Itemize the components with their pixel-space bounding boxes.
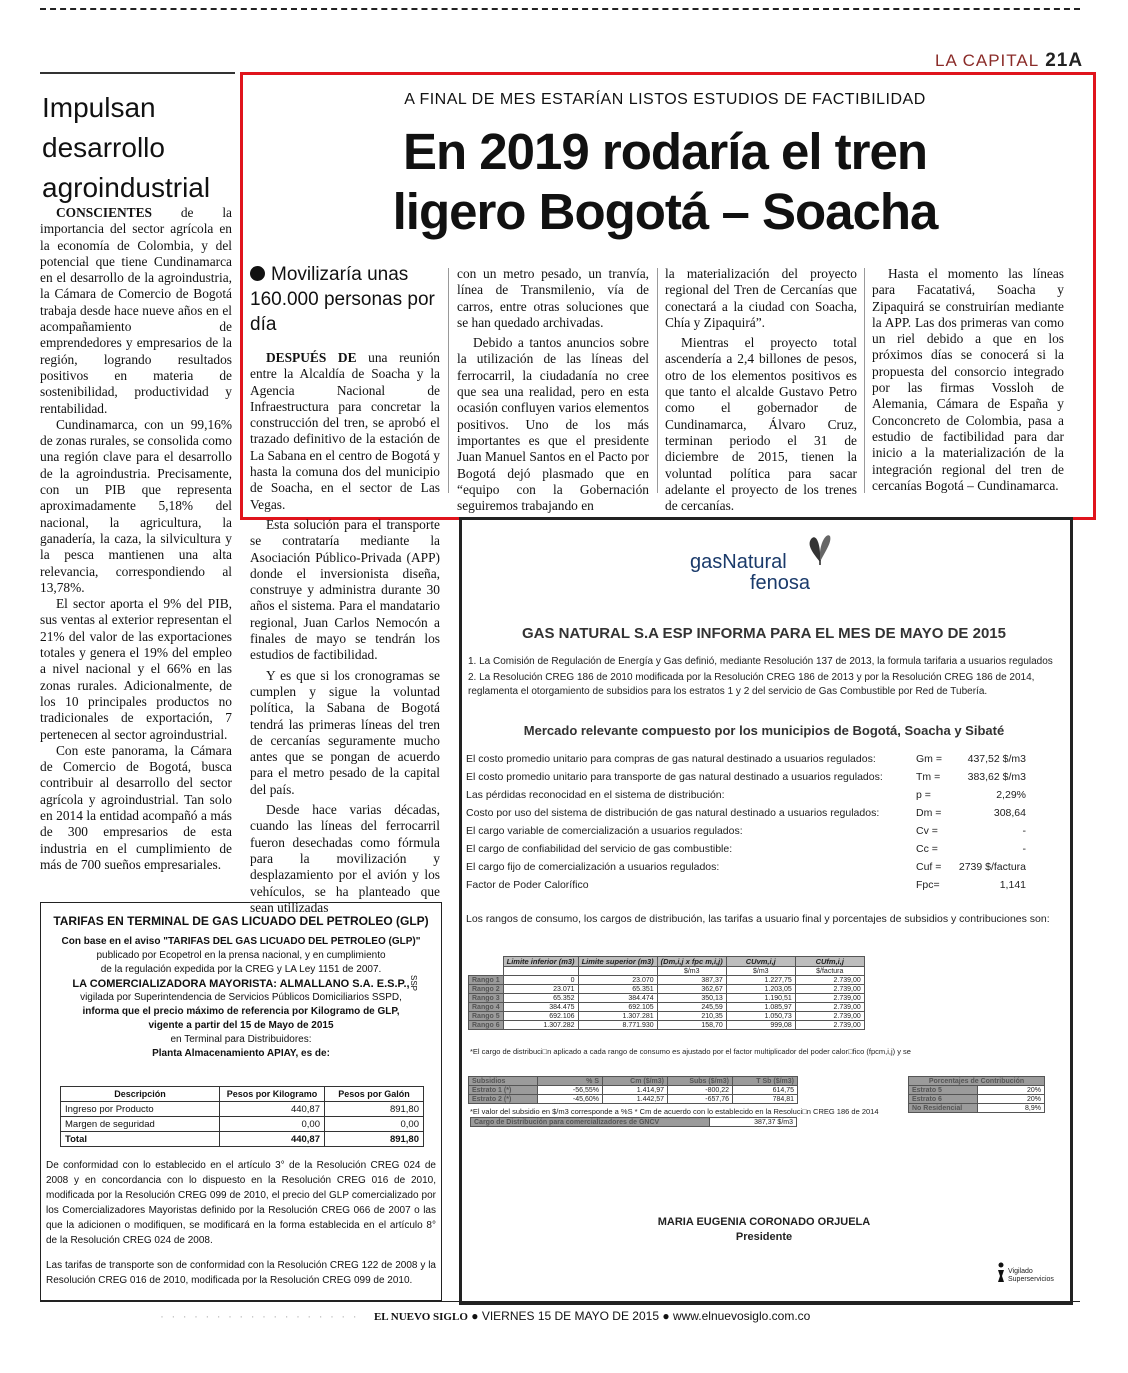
glp-intro bbox=[44, 935, 438, 1061]
range-table bbox=[468, 956, 865, 1030]
column-divider bbox=[657, 268, 658, 493]
table-row: Estrato 6 20% bbox=[909, 1095, 1045, 1104]
table-row: Rango 5 692.106 1.307.281 210,35 1.050,73 2.739,00 bbox=[469, 1012, 865, 1021]
page-footer bbox=[160, 1309, 960, 1323]
superservicios-logo-icon bbox=[996, 1262, 1006, 1284]
ranges-intro: Los rangos de consumo, los cargos de distribución, las tarifas a usuario final y porcentajes de subsidios y contribuciones son: bbox=[466, 913, 1050, 925]
intro-line: informa que el precio máximo de referencia por Kilogramo de GLP, bbox=[82, 1006, 400, 1017]
gas-natural-logo bbox=[690, 552, 810, 594]
intro-line: vigilada por Superintendencia de Servicios Públicos Domiciliarios SSPD, bbox=[80, 992, 402, 1003]
table-row: Rango 3 65.352 384.474 350,13 1.190,51 2.739,00 bbox=[469, 994, 865, 1003]
section-name: LA CAPITAL bbox=[935, 51, 1040, 70]
article-lead: DESPUÉS DE bbox=[266, 350, 357, 365]
glp-price-table bbox=[60, 1086, 424, 1147]
glp-title: TARIFAS EN TERMINAL DE GAS LICUADO DEL PETROLEO (GLP) bbox=[53, 914, 429, 928]
list-item: 1. La Comisión de Regulación de Energía y Gas definió, mediante Resolución 137 de 2013, la formula tarifaria a usuarios regulados bbox=[468, 656, 1053, 667]
footer-url[interactable]: www.elnuevosiglo.com.co bbox=[672, 1309, 811, 1323]
article-column-4 bbox=[872, 266, 1064, 494]
glp-paragraph: Las tarifas de transporte son de conformidad con la Resolución CREG 122 de 2008 y la Resolución CREG 016 de 2010, modificada por la Resolución CREG 099 de 2010. bbox=[46, 1260, 436, 1286]
logo-line: fenosa bbox=[750, 572, 811, 594]
side-paragraph: CONSCIENTES de la importancia del sector agrícola en la economía de Colombia, y del potencial que tiene Cundinamarca en el desarrollo de la agroindustria, la Cámara de Comercio de Bogotá trabaja desde hace nueve años en el acompañamiento de emprendedores y empresarios de la región, logrando resultados positivos en materia de sostenibilidad, productividad y rentabilidad. bbox=[40, 205, 232, 416]
article-paragraph: Debido a tantos anuncios sobre la utilización de las líneas del ferrocarril, la ciudadanía no cree que sea una realidad, pero en esta ocasión confluyen varios elementos positivos. Uno de los más importantes es que el presidente Juan Manuel Santos en el Pacto por Bogotá dejó plasmado que en “equipo con la Gobernación seguiremos trabajando en bbox=[457, 335, 649, 514]
article-paragraph: con un metro pesado, un tranvía, línea de Transmilenio, vía de carros, entre otras soluciones que se han quedado archivadas. bbox=[457, 266, 649, 330]
cost-row: El cargo fijo de comercialización a usuarios regulados: Cuf = 2739 $/factura bbox=[466, 861, 1026, 873]
table-row: Rango 2 23.071 65.351 362,67 1.203,05 2.739,00 bbox=[469, 985, 865, 994]
footer-dots: · · · · · · · · · · · · · · · · · · bbox=[160, 1309, 359, 1323]
table-row: Margen de seguridad 0,00 0,00 bbox=[61, 1117, 424, 1132]
vigilado-label: Vigilado Superservicios bbox=[1008, 1268, 1054, 1283]
headline-line: En 2019 rodaría el tren bbox=[402, 123, 928, 180]
table-row: Rango 6 1.307.282 8.771.930 158,70 999,08 2.739,00 bbox=[469, 1021, 865, 1030]
article-headline bbox=[240, 122, 1090, 242]
bullet-icon: ● bbox=[471, 1309, 482, 1323]
column-divider bbox=[448, 268, 449, 493]
cost-row: El cargo de confiabilidad del servicio de gas combustible: Cc = - bbox=[466, 843, 1026, 855]
table-units-row: $/m3 $/m3 $/factura bbox=[469, 967, 865, 976]
column-divider bbox=[864, 268, 865, 493]
side-paragraph: Cundinamarca, con un 99,16% de zonas rurales, se consolida como una región clave para el desarrollo de la agroindustria. Precisamente, con un PIB que representa aproximadamente 5,18% del nacional, la agricultura, la ganadería, la caza, la silvicultura y la pesca mantienen una alta relevancia, correspondiendo al 13,78%. bbox=[40, 416, 232, 595]
section-header bbox=[935, 50, 1083, 72]
ad-title: GAS NATURAL S.A ESP INFORMA PARA EL MES DE MAYO DE 2015 bbox=[522, 625, 1006, 642]
side-paragraph: El sector aporta el 9% del PIB, sus ventas al exterior representan el 21% del valor de las exportaciones totales y genera el 19% del empleo a nivel nacional y el 66% en las zonas rurales. Adicionalmente, de los 10 principales productos no tradicionales de exportación, 7 pertenecen al sector agroindustrial. bbox=[40, 596, 232, 742]
table-header-row: Descripción Pesos por Kilogramo Pesos por Galón bbox=[61, 1087, 424, 1102]
side-article-body bbox=[40, 205, 232, 873]
signature-block bbox=[462, 1215, 1066, 1245]
table-row: No Residencial 8,9% bbox=[909, 1104, 1045, 1113]
table-row: Ingreso por Producto 440,87 891,80 bbox=[61, 1102, 424, 1117]
footer-date: VIERNES 15 DE MAYO DE 2015 bbox=[481, 1309, 659, 1323]
intro-line: en Terminal para Distribuidores: bbox=[170, 1034, 312, 1045]
table-row: Rango 4 384.475 692.105 245,59 1.085,97 2.739,00 bbox=[469, 1003, 865, 1012]
signer-title: Presidente bbox=[735, 1231, 793, 1243]
left-column-rule bbox=[40, 72, 235, 74]
glp-paragraph: De conformidad con lo establecido en el artículo 3° de la Resolución CREG 024 de 2008 y en concordancia con lo dispuesto en la Resolución CREG 016 de 2010, modificada por la Resolución CREG 099 de 2010, el precio del GLP comercializado por los Comercializadores Mayoristas definido por la Resolución CREG 066 de 2007 o las que la adicionen o modifiquen, se modificará en la forma establecida en el artículo 8° de la Resolución CREG 024 de 2008. bbox=[46, 1160, 436, 1246]
intro-line: vigente a partir del 15 de Mayo de 2015 bbox=[148, 1020, 334, 1031]
article-column-2 bbox=[457, 266, 649, 514]
newspaper-name: EL NUEVO SIGLO bbox=[373, 1311, 468, 1323]
cost-row: Las pérdidas reconocidad en el sistema de distribución: p = 2,29% bbox=[466, 789, 1026, 801]
article-bullet: Movilizaría unas 160.000 personas por día bbox=[250, 264, 435, 335]
ad-numbered-list bbox=[468, 655, 1058, 701]
butterfly-icon bbox=[802, 532, 838, 568]
subsidy-table bbox=[468, 1076, 798, 1104]
headline-line: ligero Bogotá – Soacha bbox=[392, 183, 938, 240]
bullet-dot-icon bbox=[250, 266, 265, 281]
article-paragraph: Esta solución para el transporte se contrataría mediante la Asociación Público-Privada (APP) donde el inversionista diseña, construye y administra durante 30 años el sistema. Para el mandatario regional, Juan Carlos Nemocón a finales de mayo se tendrán los estudios de factibilidad. bbox=[250, 516, 440, 663]
article-paragraph: la materialización del proyecto regional del Tren de Cercanías que conectará a la ciudad con Soacha, Chía y Zipaquirá”. bbox=[665, 266, 857, 330]
signer-name: MARIA EUGENIA CORONADO ORJUELA bbox=[657, 1216, 871, 1228]
article-column-3 bbox=[665, 266, 857, 514]
table-row: Estrato 1 (*) -56,55% 1.414,97 -800,22 614,75 bbox=[469, 1086, 798, 1095]
table-row: Total 440,87 891,80 bbox=[61, 1132, 424, 1147]
gncv-charge-table bbox=[470, 1117, 797, 1127]
article-paragraph: Desde hace varias décadas, cuando las líneas del ferrocarril fueron desechadas como fórmula para la movilización y desplazamiento por el avión y los vehículos, se ha planteado que sean utilizadas bbox=[250, 802, 440, 915]
contribution-table bbox=[908, 1076, 1045, 1113]
intro-line: de la regulación expedida por la CREG y LA Ley 1151 de 2007. bbox=[100, 964, 382, 975]
cost-row: Costo por uso del sistema de distribución de gas natural destinado a usuarios regulados: Dm = 308,64 bbox=[466, 807, 1026, 819]
side-lead: CONSCIENTES bbox=[56, 205, 152, 220]
cost-list bbox=[466, 753, 1036, 897]
table-row: Cargo de Distribución para comercializadores de GNCV 387,37 $/m3 bbox=[471, 1118, 797, 1127]
ssp-stamp: SSP bbox=[409, 975, 418, 992]
bottom-rule bbox=[40, 1301, 1080, 1302]
cost-row: Factor de Poder Calorífico Fpc= 1,141 bbox=[466, 879, 1026, 891]
side-paragraph: Con este panorama, la Cámara de Comercio de Bogotá, busca contribuir al desarrollo del sector agrícola y agroindustrial. Tan solo en 2014 la entidad acompañó a más de 300 empresarios de esta industria en el cumplimiento de más de 700 sueños empresariales. bbox=[40, 742, 232, 872]
ad-subtitle: Mercado relevante compuesto por los municipios de Bogotá, Soacha y Sibaté bbox=[523, 723, 1005, 738]
page-number: 21A bbox=[1045, 50, 1084, 71]
cost-row: El cargo variable de comercialización a usuarios regulados: Cv = - bbox=[466, 825, 1026, 837]
table-row: Rango 1 0 23.070 387,37 1.227,75 2.739,00 bbox=[469, 976, 865, 985]
bullet-icon: ● bbox=[662, 1309, 673, 1323]
cost-row: El costo promedio unitario para transporte de gas natural destinado a usuarios regulados: Tm = 383,62 $/m3 bbox=[466, 771, 1026, 783]
article-paragraph: Y es que si los cronogramas se cumplen y sigue la voluntad política, la Sabana de Bogotá tendrá las primeras líneas del tren de cercanías seguramente mucho antes que se pongan de acuerdo para el metro pesado de la capital del país. bbox=[250, 667, 440, 797]
table-row: Estrato 5 20% bbox=[909, 1086, 1045, 1095]
article-paragraph: Hasta el momento las líneas para Facatativá, Soacha y Zipaquirá se construirían mediante la APP. Las dos primeras van como un riel debido a que en los próximos días se conocerá si la propuesta del consorcio integrado por las firmas Vossloh de Alemania, Cámara de España y Conconcreto de Colombia, pasa a estudio de factibilidad para dar inicio a la materialización de la integración regional del tren de cercanías Bogotá – Cundinamarca. bbox=[872, 266, 1064, 493]
article-kicker: A FINAL DE MES ESTARÍAN LISTOS ESTUDIOS DE FACTIBILIDAD bbox=[404, 91, 926, 108]
top-dashed-rule bbox=[40, 0, 1080, 10]
cost-row: El costo promedio unitario para compras de gas natural destinado a usuarios regulados: Gm = 437,52 $/m3 bbox=[466, 753, 1026, 765]
list-item: 2. La Resolución CREG 186 de 2010 modificada por la Resolución CREG 186 de 2013 y por la Resolución CREG 186 de 2014, reglamenta el otorgamiento de subsidios para los estratos 1 y 2 del servicio de Gas Combustible por Red de Tubería. bbox=[468, 672, 1035, 697]
intro-line: LA COMERCIALIZADORA MAYORISTA: ALMALLANO S.A. E.S.P., bbox=[72, 978, 410, 990]
range-table-note: *El cargo de distribuci□n aplicado a cada rango de consumo es ajustado por el factor multiplicador del poder calor□fico (fpcm,i,j) y se bbox=[470, 1047, 911, 1056]
table-header-row: Limite inferior (m3) Limite superior (m3) (Dm,i,j x fpc m,i,j) CUvm,i,j CUfm,i,j bbox=[469, 957, 865, 967]
table-header-row: Subsidios % S Cm ($/m3) Subs ($/m3) T Sb ($/m3) bbox=[469, 1077, 798, 1086]
intro-line: publicado por Ecopetrol en la prensa nacional, y en cumplimiento bbox=[96, 950, 386, 961]
subsidy-table-note: *El valor del subsidio en $/m3 corresponde a %S * Cm de acuerdo con lo establecido en la Resoluci□n CREG 186 de 2014 bbox=[470, 1107, 879, 1116]
table-header-row: Porcentajes de Contribución bbox=[909, 1077, 1045, 1086]
intro-line: Con base en el aviso "TARIFAS DEL GAS LICUADO DEL PETROLEO (GLP)" bbox=[61, 936, 421, 947]
article-paragraph: Mientras el proyecto total ascendería a 2,4 billones de pesos, otro de los elementos positivos es que tanto el alcalde Gustavo Petro como el gobernador de Cundinamarca, Álvaro Cruz, terminan periodo el 31 de diciembre de 2015, tienen la voluntad política para sacar adelante el proyecto de los trenes de cercanías. bbox=[665, 335, 857, 514]
table-row: Estrato 2 (*) -45,60% 1.442,57 -657,76 784,81 bbox=[469, 1095, 798, 1104]
intro-line: Planta Almacenamiento APIAY, es de: bbox=[152, 1048, 330, 1059]
side-article-headline: Impulsan desarrollo agroindustrial bbox=[42, 92, 211, 203]
article-column-1 bbox=[250, 350, 440, 916]
article-paragraph: DESPUÉS DE una reunión entre la Alcaldía de Soacha y la Agencia Nacional de Infraestructura para concretar la construcción del tren, se aprobó el trazado definitivo de la estación de La Sabana en el centro de Bogotá y hasta la comuna dos del municipio de Soacha, en el sector de Las Vegas. bbox=[250, 350, 441, 512]
logo-line: gasNatural bbox=[690, 551, 787, 573]
